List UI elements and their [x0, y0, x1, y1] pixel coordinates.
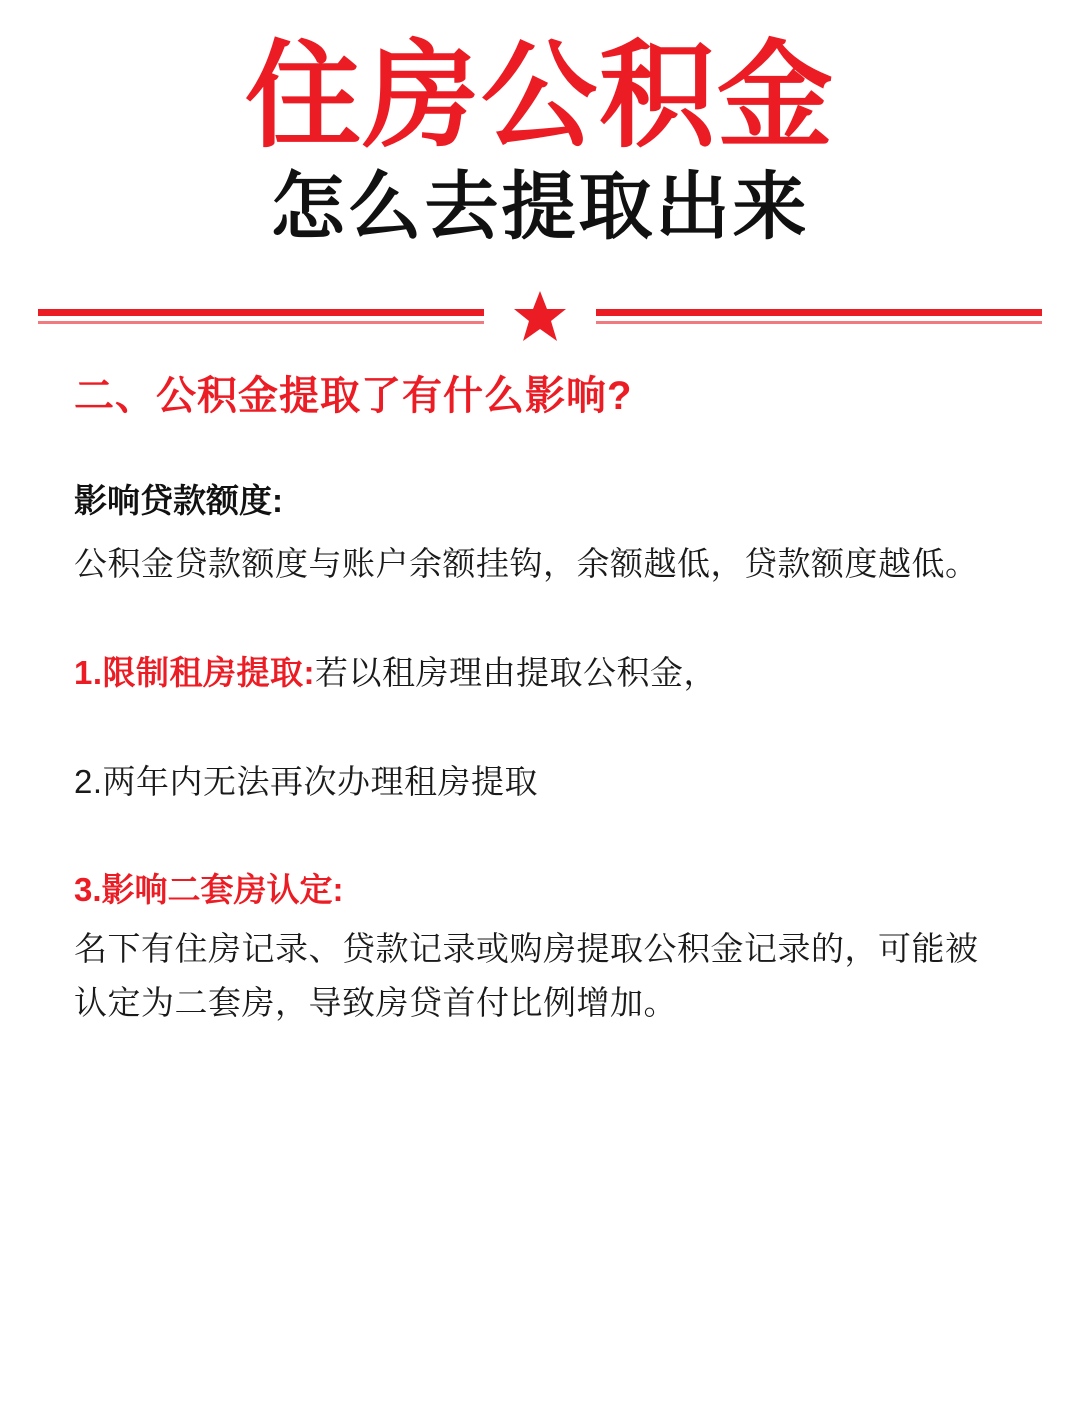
list-item [74, 865, 1006, 1029]
list-item-text: 若以租房理由提取公积金， [315, 654, 718, 691]
lead-text: 公积金贷款额度与账户余额挂钩，余额越低，贷款额度越低。 [74, 544, 979, 582]
article-body [0, 340, 1080, 1029]
divider-line-thin-left [38, 321, 484, 324]
list-item-title: 3.影响二套房认定: [74, 870, 344, 908]
list-item-text: 2.两年内无法再次办理租房提取 [74, 763, 539, 801]
list-item [74, 755, 1006, 808]
divider-rule-left [38, 309, 484, 324]
divider-line-thin-right [596, 321, 1042, 324]
section-heading: 二、公积金提取了有什么影响? [74, 374, 633, 419]
list-item-emphasis: 1.限制租房提取: [74, 654, 316, 691]
lead-block [74, 478, 1006, 590]
divider-line-thick-left [38, 309, 484, 316]
divider-line-thick-right [596, 309, 1042, 316]
star-icon [484, 289, 596, 343]
lead-label: 影响贷款额度: [74, 482, 283, 520]
page-title: 住房公积金 [245, 29, 835, 164]
divider-rule-right [596, 309, 1042, 324]
decorative-divider [0, 292, 1080, 340]
list-item-body: 名下有住房记录、贷款记录或购房提取公积金记录的，可能被认定为二套房，导致房贷首付比例增加。 [74, 930, 979, 1021]
list-item [74, 646, 1006, 699]
page-subtitle: 怎么去提取出来 [270, 164, 810, 251]
